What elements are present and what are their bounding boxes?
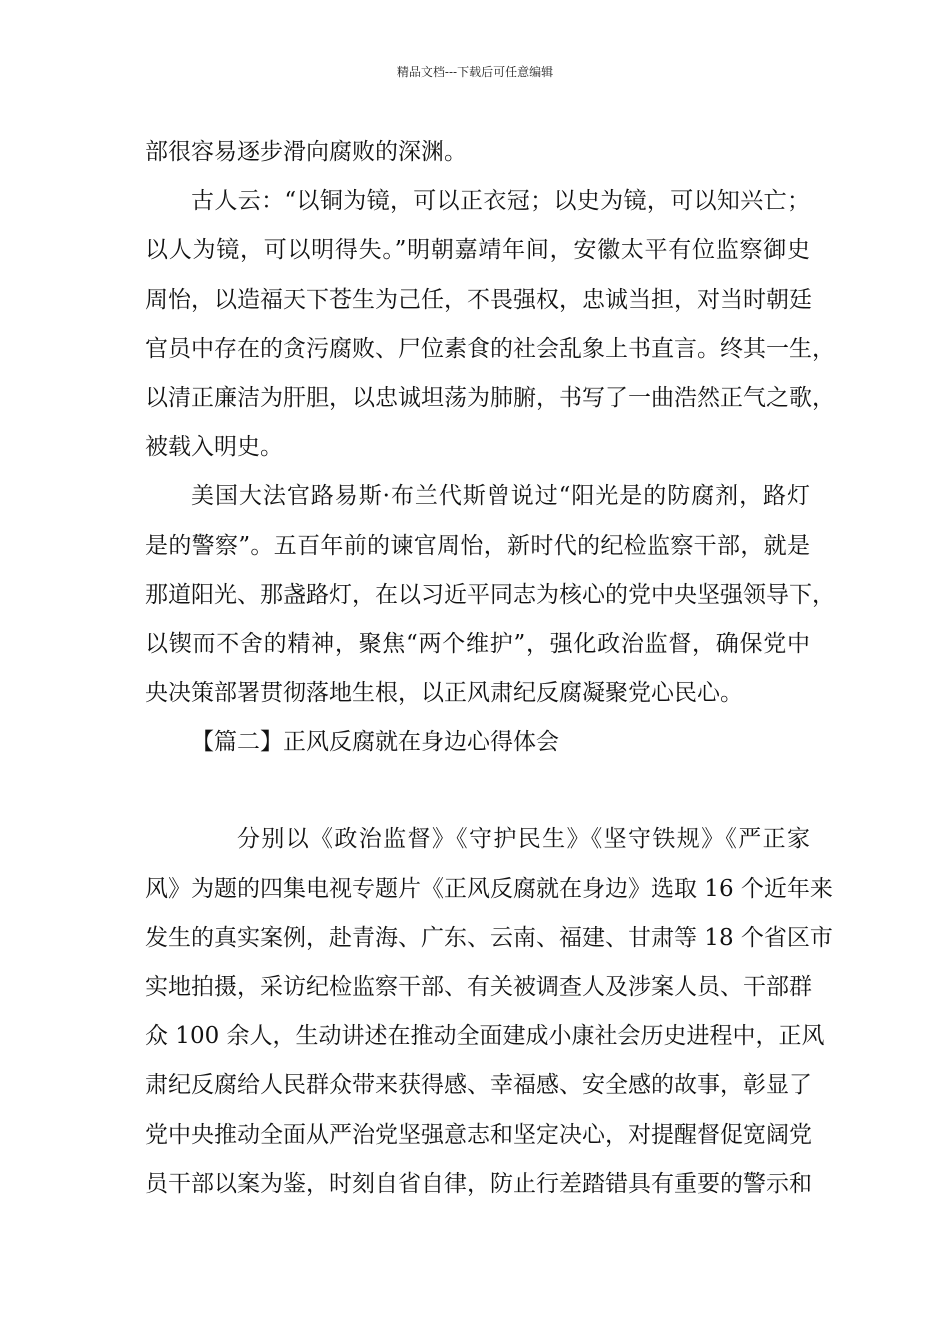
paragraph-line: 部很容易逐步滑向腐败的深渊。 [145, 139, 467, 165]
paragraph-line: 党中央推动全面从严治党坚强意志和坚定决心，对提醒督促宽阔党 [145, 1121, 812, 1148]
paragraph-line: 员干部以案为鉴，时刻自省自律，防止行差踏错具有重要的警示和 [145, 1170, 812, 1197]
paragraph-line: 周怡，以造福天下苍生为己任，不畏强权，忠诚当担，对当时朝廷 [145, 286, 812, 313]
page-header: 精品文档---下载后可任意编辑 [396, 65, 554, 79]
document-body [145, 132, 835, 1213]
paragraph-line: 肃纪反腐给人民群众带来获得感、幸福感、安全感的故事，彰显了 [145, 1072, 812, 1099]
paragraph-line: 官员中存在的贪污腐败、尸位素食的社会乱象上书直言。终其一生， [145, 335, 835, 362]
paragraph-line: 古人云：“以铜为镜，可以正衣冠；以史为镜，可以知兴亡； [191, 188, 810, 215]
paragraph-line: 分别以《政治监督》《守护民生》《坚守铁规》《严正家 [237, 826, 810, 853]
paragraph-line: 以清正廉洁为肝胆，以忠诚坦荡为肺腑，书写了一曲浩然正气之歌， [145, 384, 835, 411]
paragraph-line: 以人为镜，可以明得失。”明朝嘉靖年间，安徽太平有位监察御史 [145, 237, 810, 264]
paragraph-line: 那道阳光、那盏路灯，在以习近平同志为核心的党中央坚强领导下， [145, 581, 835, 608]
paragraph-line: 被载入明史。 [145, 434, 283, 461]
section-heading: 【篇二】正风反腐就在身边心得体会 [191, 729, 559, 756]
paragraph-line: 央决策部署贯彻落地生根，以正风肃纪反腐凝聚党心民心。 [145, 680, 743, 707]
paragraph-line: 风》为题的四集电视专题片《正风反腐就在身边》选取 16 个近年来 [145, 875, 833, 902]
paragraph-line: 发生的真实案例，赴青海、广东、云南、福建、甘肃等 18 个省区市 [145, 924, 833, 951]
blank-line [145, 771, 810, 819]
paragraph-line: 是的警察”。五百年前的谏官周怡，新时代的纪检监察干部，就是 [145, 532, 810, 559]
paragraph-line: 以锲而不舍的精神，聚焦“两个维护”，强化政治监督，确保党中 [145, 630, 810, 657]
paragraph-line: 实地拍摄，采访纪检监察干部、有关被调查人及涉案人员、干部群 [145, 974, 812, 1000]
paragraph-line: 美国大法官路易斯·布兰代斯曾说过“阳光是的防腐剂，路灯 [191, 483, 810, 510]
paragraph-line: 众 100 余人，生动讲述在推动全面建成小康社会历史进程中，正风 [145, 1023, 825, 1050]
